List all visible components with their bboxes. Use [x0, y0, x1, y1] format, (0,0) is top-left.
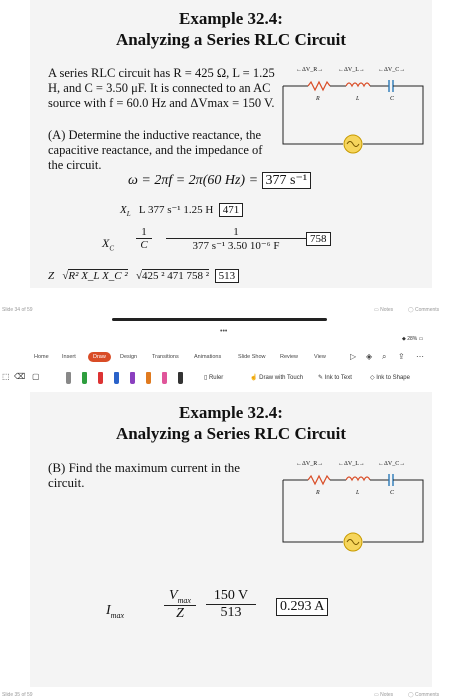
ink-to-shape-button[interactable]: ◇ Ink to Shape [370, 375, 410, 381]
slide-1-comments-button[interactable]: ◯ Comments [408, 307, 440, 313]
slide-1-notes-button[interactable]: ▭ Notes [374, 307, 394, 313]
inductor-icon-2 [346, 477, 370, 480]
slide-1 [30, 0, 432, 288]
z-equation: Z √R² X_L X_C ² √425 ² 471 758 ² 513 [48, 270, 239, 282]
tab-insert[interactable]: Insert [62, 354, 76, 360]
imax-frac1-den: Z [176, 605, 184, 621]
xl-result: 471 [219, 203, 244, 217]
xc-symbol-wrap [102, 236, 114, 252]
z-result: 513 [215, 269, 240, 283]
draw-with-touch-button[interactable]: ☝ Draw with Touch [250, 375, 304, 381]
xc-result: 758 [306, 232, 331, 246]
tab-transitions[interactable]: Transitions [152, 354, 179, 360]
slide-2 [30, 392, 432, 687]
xc-fraction-2 [166, 226, 306, 252]
imax-fraction-2 [206, 588, 256, 621]
xl-sub: L [126, 210, 131, 219]
resistor-label: R [316, 96, 320, 102]
highlighter-icon[interactable]: ▢ [32, 372, 40, 381]
xc-frac1-num: 1 [136, 226, 152, 239]
pen-tool-blue[interactable] [114, 372, 119, 384]
capacitor-icon-2 [389, 474, 393, 486]
xc-frac2-num: 1 [166, 226, 306, 239]
slide-1-title-line2: Analyzing a Series RLC Circuit [115, 30, 347, 49]
xc-sub: C [109, 244, 115, 253]
dv-r-label-2: ←ΔV_R→ [296, 461, 324, 467]
battery-percent: 28% [407, 336, 418, 342]
dv-c-label-2: ←ΔV_C→ [378, 461, 406, 467]
ribbon-tabs [0, 354, 456, 366]
home-indicator [112, 318, 327, 321]
tab-slide-show[interactable]: Slide Show [238, 354, 266, 360]
inductor-label-2: L [356, 490, 360, 496]
rlc-circuit-diagram [278, 62, 428, 162]
pen-tool-red[interactable] [98, 372, 103, 384]
ac-source-icon-2 [344, 533, 362, 551]
tab-design[interactable]: Design [120, 354, 138, 360]
resistor-label-2: R [316, 490, 320, 496]
multitask-dots: ••• [220, 328, 228, 335]
slide-1-counter: Slide 34 of 59 [2, 307, 33, 313]
imax-frac1-num [164, 588, 196, 606]
imax-fraction-1 [164, 588, 196, 622]
ink-to-text-button[interactable]: ✎ Ink to Text [318, 375, 352, 381]
wifi-icon: ◆ [402, 336, 406, 342]
tab-draw[interactable]: Draw [88, 352, 111, 362]
problem-statement: A series RLC circuit has R = 425 Ω, L = 1.25 H, and C = 3.50 μF. It is connected to an AC source with f = 60.0 Hz and ΔVmax = 150 V. [48, 66, 275, 110]
pin-icon[interactable]: ◈ [366, 352, 373, 361]
z-expression: R² X_L X_C ² [68, 270, 128, 282]
comments-label-2: Comments [415, 692, 440, 698]
eraser-icon[interactable]: ⌫ [14, 372, 26, 381]
comments-label: Comments [415, 307, 440, 313]
tab-animations[interactable]: Animations [194, 354, 222, 360]
slide-2-title-line1: Example 32.4: [179, 403, 283, 422]
lasso-icon[interactable]: ⬚ [2, 372, 10, 381]
imax-result: 0.293 A [276, 598, 328, 616]
z-values: 425 ² 471 758 ² [141, 270, 210, 282]
draw-toolbar [0, 372, 456, 386]
play-icon[interactable]: ▷ [350, 352, 357, 361]
rlc-circuit-diagram-2 [278, 456, 428, 556]
ink-shape-label: Ink to Shape [376, 375, 410, 381]
ruler-label: Ruler [208, 375, 224, 381]
dv-l-label: ←ΔV_L→ [338, 67, 365, 73]
xc-frac2-den: 377 s⁻¹ 3.50 10⁻⁶ F [192, 240, 280, 252]
xc-fraction-1 [136, 226, 152, 251]
xl-middle: L 377 s⁻¹ 1.25 H [138, 204, 214, 216]
resistor-icon-2 [308, 476, 330, 484]
capacitor-icon [389, 80, 393, 92]
capacitor-label-2: C [390, 490, 395, 496]
inductor-label: L [356, 96, 360, 102]
search-icon[interactable]: ⌕ [382, 352, 387, 361]
share-icon[interactable]: ⇪ [398, 352, 405, 361]
battery-icon: ▭ [418, 336, 424, 342]
status-bar [0, 326, 456, 342]
notes-label: Notes [380, 307, 394, 313]
tab-home[interactable]: Home [34, 354, 49, 360]
xl-equation [120, 203, 243, 218]
battery-indicator [402, 336, 423, 342]
vmax-sub: max [177, 595, 191, 605]
xc-frac1-den: C [140, 239, 148, 251]
z-symbol: Z [48, 270, 55, 282]
pen-tool-black[interactable] [178, 372, 183, 384]
omega-equation [128, 172, 311, 189]
imax-sub: max [110, 610, 124, 620]
draw-touch-label: Draw with Touch [259, 375, 304, 381]
dv-c-label: ←ΔV_C→ [378, 67, 406, 73]
ac-source-icon [344, 135, 362, 153]
imax-frac2-den: 513 [220, 605, 242, 620]
xc-symbol: X [102, 236, 110, 250]
part-a-question: (A) Determine the inductive reactance, the capacitive reactance, and the impedance of the circuit. [48, 128, 263, 172]
ruler-button[interactable]: ▯ Ruler [204, 375, 224, 381]
imax-symbol: I [106, 603, 111, 618]
omega-expression: ω = 2πf = 2π(60 Hz) = [128, 173, 259, 188]
imax-symbol-wrap [106, 603, 124, 620]
omega-result: 377 s⁻¹ [262, 172, 312, 189]
slide-1-title-line1: Example 32.4: [179, 9, 283, 28]
part-b-question: (B) Find the maximum current in the circuit. [48, 460, 241, 490]
pen-tool-purple[interactable] [130, 372, 135, 384]
slide-2-title-line2: Analyzing a Series RLC Circuit [115, 424, 347, 443]
pen-tool-pink[interactable] [162, 372, 167, 384]
slide-2-counter: Slide 35 of 59 [2, 692, 33, 698]
slide-2-comments-button[interactable]: ◯ Comments [408, 692, 440, 698]
resistor-icon [308, 82, 330, 90]
xl-symbol: X [120, 204, 127, 216]
vmax-symbol: V [169, 588, 178, 603]
dv-l-label-2: ←ΔV_L→ [338, 461, 365, 467]
pen-tool-orange[interactable] [146, 372, 151, 384]
pen-tool-green[interactable] [82, 372, 87, 384]
inductor-icon [346, 83, 370, 86]
capacitor-label: C [390, 96, 395, 102]
more-icon[interactable]: ⋯ [416, 352, 424, 361]
imax-frac2-num: 150 V [206, 588, 256, 605]
notes-label-2: Notes [380, 692, 394, 698]
pen-tool-gray[interactable] [66, 372, 71, 384]
slide-2-notes-button[interactable]: ▭ Notes [374, 692, 394, 698]
tab-view[interactable]: View [314, 354, 326, 360]
tab-review[interactable]: Review [280, 354, 299, 360]
ink-text-label: Ink to Text [324, 375, 352, 381]
dv-r-label: ←ΔV_R→ [296, 67, 324, 73]
